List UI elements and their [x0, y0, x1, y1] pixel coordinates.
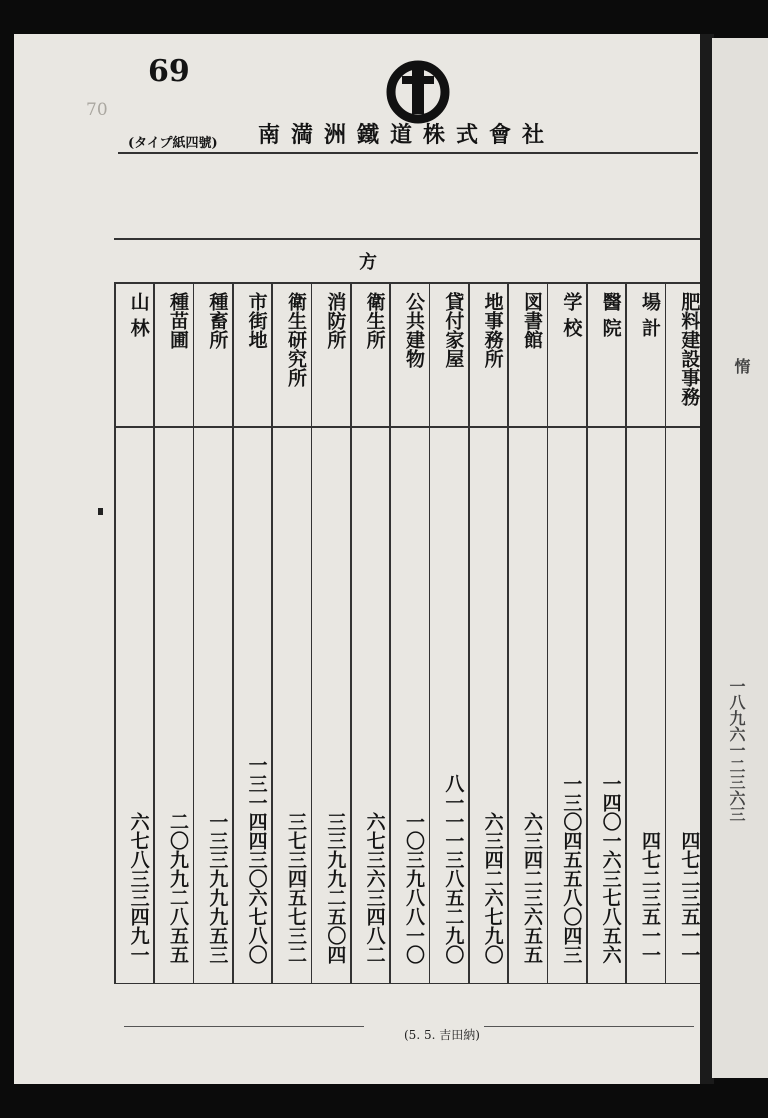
form-type-label: (タイプ紙四號)	[128, 136, 218, 151]
column-header: 貸付家屋	[442, 292, 465, 368]
column-value: 六七八三三四九一	[127, 812, 150, 964]
footer-rule-left	[124, 1026, 364, 1027]
column-header: 衛生研究所	[285, 292, 307, 387]
column-header: 醫 院	[599, 292, 622, 337]
header-rule	[118, 152, 698, 154]
adjacent-page-values: 一八九六一二三六三	[727, 678, 746, 822]
column-header: 消防所	[324, 292, 347, 349]
column-value: 三三九九二五〇四	[324, 812, 347, 964]
adjacent-page-heading: 惰	[732, 358, 751, 374]
category-divider	[114, 282, 704, 284]
margin-mark	[98, 508, 103, 515]
column-header: 学 校	[560, 292, 583, 337]
company-logo-icon	[382, 54, 454, 126]
page-number: 69	[148, 54, 190, 89]
column-value: 八一一一三八五二九〇	[442, 774, 465, 964]
column-header: 種苗圃	[167, 292, 189, 349]
column-header: 種畜所	[206, 292, 229, 349]
column-value: 一〇三九八八一〇	[403, 812, 425, 964]
column-header: 市街地	[245, 292, 268, 349]
column-value: 一四〇一六三七八五六	[599, 774, 622, 964]
column-value: 四七二三五一一	[678, 831, 701, 964]
statistics-table	[114, 238, 704, 984]
category-label: 方	[359, 252, 377, 273]
column-header: 場 計	[639, 292, 661, 337]
table-bottom-border	[114, 983, 704, 985]
company-name: 南満洲鐵道株式會社	[258, 122, 556, 148]
column-value: 六三四二三六五五	[521, 812, 543, 964]
column-value: 一三三九九九五三	[206, 812, 229, 964]
footer-rule-right	[484, 1026, 694, 1027]
document-page	[14, 34, 704, 1084]
column-value: 四七二三五一一	[639, 831, 661, 964]
header-divider	[114, 426, 704, 428]
column-header: 地事務所	[481, 292, 504, 368]
column-header: 公共建物	[403, 292, 425, 368]
pencil-page-number: 70	[86, 100, 108, 120]
table-top-border	[114, 238, 704, 240]
column-value: 一三一四四三〇六七八〇	[245, 755, 268, 964]
footnote: (5. 5. 吉田納)	[404, 1028, 480, 1042]
column-header: 衛生所	[363, 292, 386, 349]
column-value: 一三〇四五五八〇四三	[560, 774, 583, 964]
column-value: 二〇九九二八五五	[167, 812, 189, 964]
column-value: 六七三六三四八二	[363, 812, 386, 964]
column-header: 山 林	[127, 292, 150, 337]
column-header: 図書館	[521, 292, 543, 349]
column-header: 肥料建設事務	[678, 292, 701, 406]
adjacent-page	[712, 38, 768, 1078]
column-value: 三七三四五七三二	[285, 812, 307, 964]
column-value: 六三四二六七九〇	[481, 812, 504, 964]
